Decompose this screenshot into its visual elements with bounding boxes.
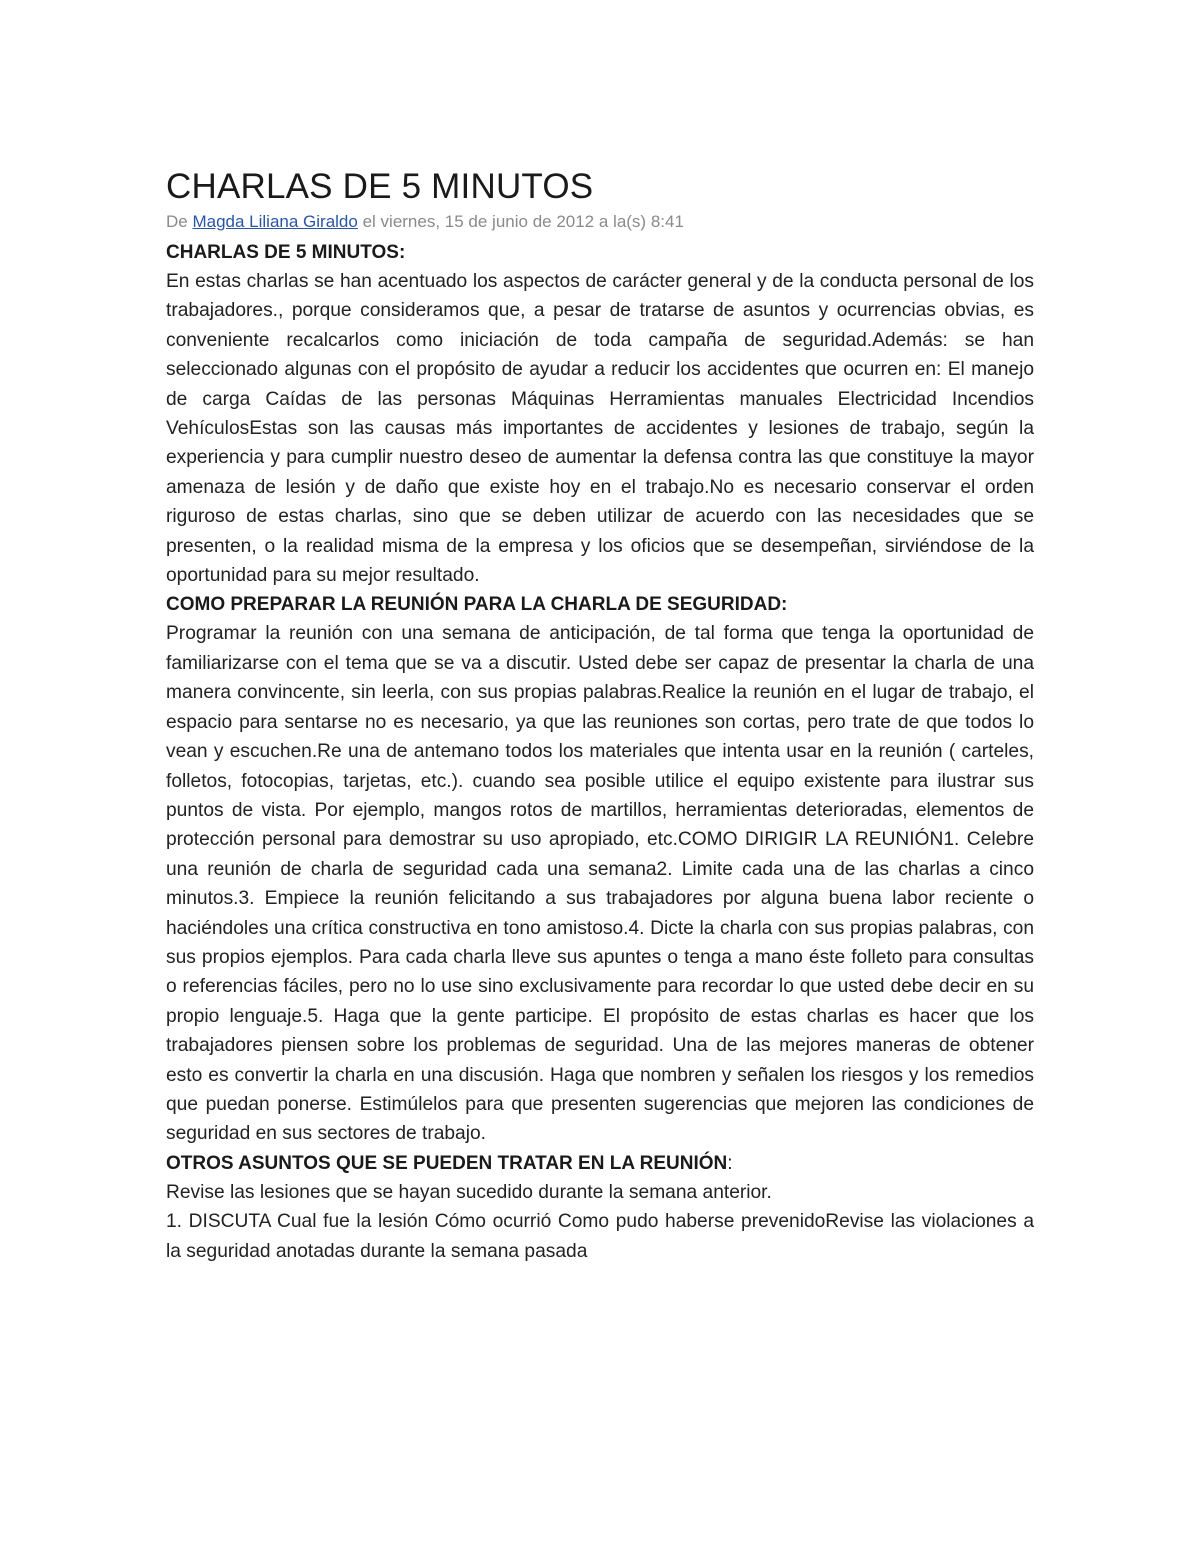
section-heading-preparar: COMO PREPARAR LA REUNIÓN PARA LA CHARLA DE SEGURIDAD: (166, 594, 788, 616)
paragraph-intro: En estas charlas se han acentuado los aspectos de carácter general y de la conducta personal de los trabajadores., porque consideramos que, a pesar de tratarse de asuntos y ocurrencias obvias, es conveniente recalcarlos como iniciación de toda campaña de seguridad.Además: se han seleccionado algunas con el propósito de ayudar a reducir los accidentes que ocurren en: El manejo de carga Caídas de las personas Máquinas Herramientas manuales Electricidad Incendios VehículosEstas son las causas más importantes de accidentes y lesiones de trabajo, según la experiencia y para cumplir nuestro deseo de aumentar la defensa contra las que constituye la mayor amenaza de lesión y de daño que existe hoy en el trabajo.No es necesario conservar el orden riguroso de estas charlas, sino que se deben utilizar de acuerdo con las necesidades que se presenten, o la realidad misma de la empresa y los oficios que se desempeñan, sirviéndose de la oportunidad para su mejor resultado. (166, 271, 1034, 587)
byline-date: el viernes, 15 de junio de 2012 a la(s) 8:41 (357, 212, 684, 231)
author-link[interactable]: Magda Liliana Giraldo (192, 212, 358, 231)
section-heading-otros-text: OTROS ASUNTOS QUE SE PUEDEN TRATAR EN LA REUNIÓN (166, 1152, 728, 1174)
paragraph-revise: Revise las lesiones que se hayan sucedido durante la semana anterior. (166, 1181, 772, 1203)
document-page (166, 166, 1034, 1266)
paragraph-preparar: Programar la reunión con una semana de anticipación, de tal forma que tenga la oportunidad de familiarizarse con el tema que se va a discutir. Usted debe ser capaz de presentar la charla de una manera convincente, sin leerla, con sus propias palabras.Realice la reunión en el lugar de trabajo, el espacio para sentarse no es necesario, ya que las reuniones son cortas, pero trate de que todos lo vean y escuchen.Re una de antemano todos los materiales que intenta usar en la reunión ( carteles, folletos, fotocopias, tarjetas, etc.). cuando sea posible utilice el equipo existente para ilustrar sus puntos de vista. Por ejemplo, mangos rotos de martillos, herramientas deterioradas, elementos de protección personal para demostrar su uso apropiado, etc.COMO DIRIGIR LA REUNIÓN1. Celebre una reunión de charla de seguridad cada una semana2. Limite cada una de las charlas a cinco minutos.3. Empiece la reunión felicitando a sus trabajadores por alguna buena labor reciente o haciéndoles una crítica constructiva en tono amistoso.4. Dicte la charla con sus propias palabras, con sus propios ejemplos. Para cada charla lleve sus apuntes o tenga a mano éste folleto para consultas o referencias fáciles, pero no lo use sino exclusivamente para recordar lo que usted debe decir en su propio lenguaje.5. Haga que la gente participe. El propósito de estas charlas es hacer que los trabajadores piensen sobre los problemas de seguridad. Una de las mejores maneras de obtener esto es convertir la charla en una discusión. Haga que nombren y señalen los riesgos y los remedios que puedan ponerse. Estimúlelos para que presenten sugerencias que mejoren las condiciones de seguridad en sus sectores de trabajo. (166, 623, 1034, 1145)
section-heading-charlas: CHARLAS DE 5 MINUTOS: (166, 242, 406, 263)
document-title: CHARLAS DE 5 MINUTOS (166, 167, 594, 206)
byline (166, 208, 1034, 236)
paragraph-discuta: 1. DISCUTA Cual fue la lesión Cómo ocurrió Como pudo haberse prevenidoRevise las violaciones a la seguridad anotadas durante la semana pasada (166, 1211, 1034, 1262)
section-heading-otros-colon: : (727, 1152, 733, 1174)
byline-prefix: De (166, 212, 193, 231)
section-heading-otros (166, 1149, 1034, 1178)
